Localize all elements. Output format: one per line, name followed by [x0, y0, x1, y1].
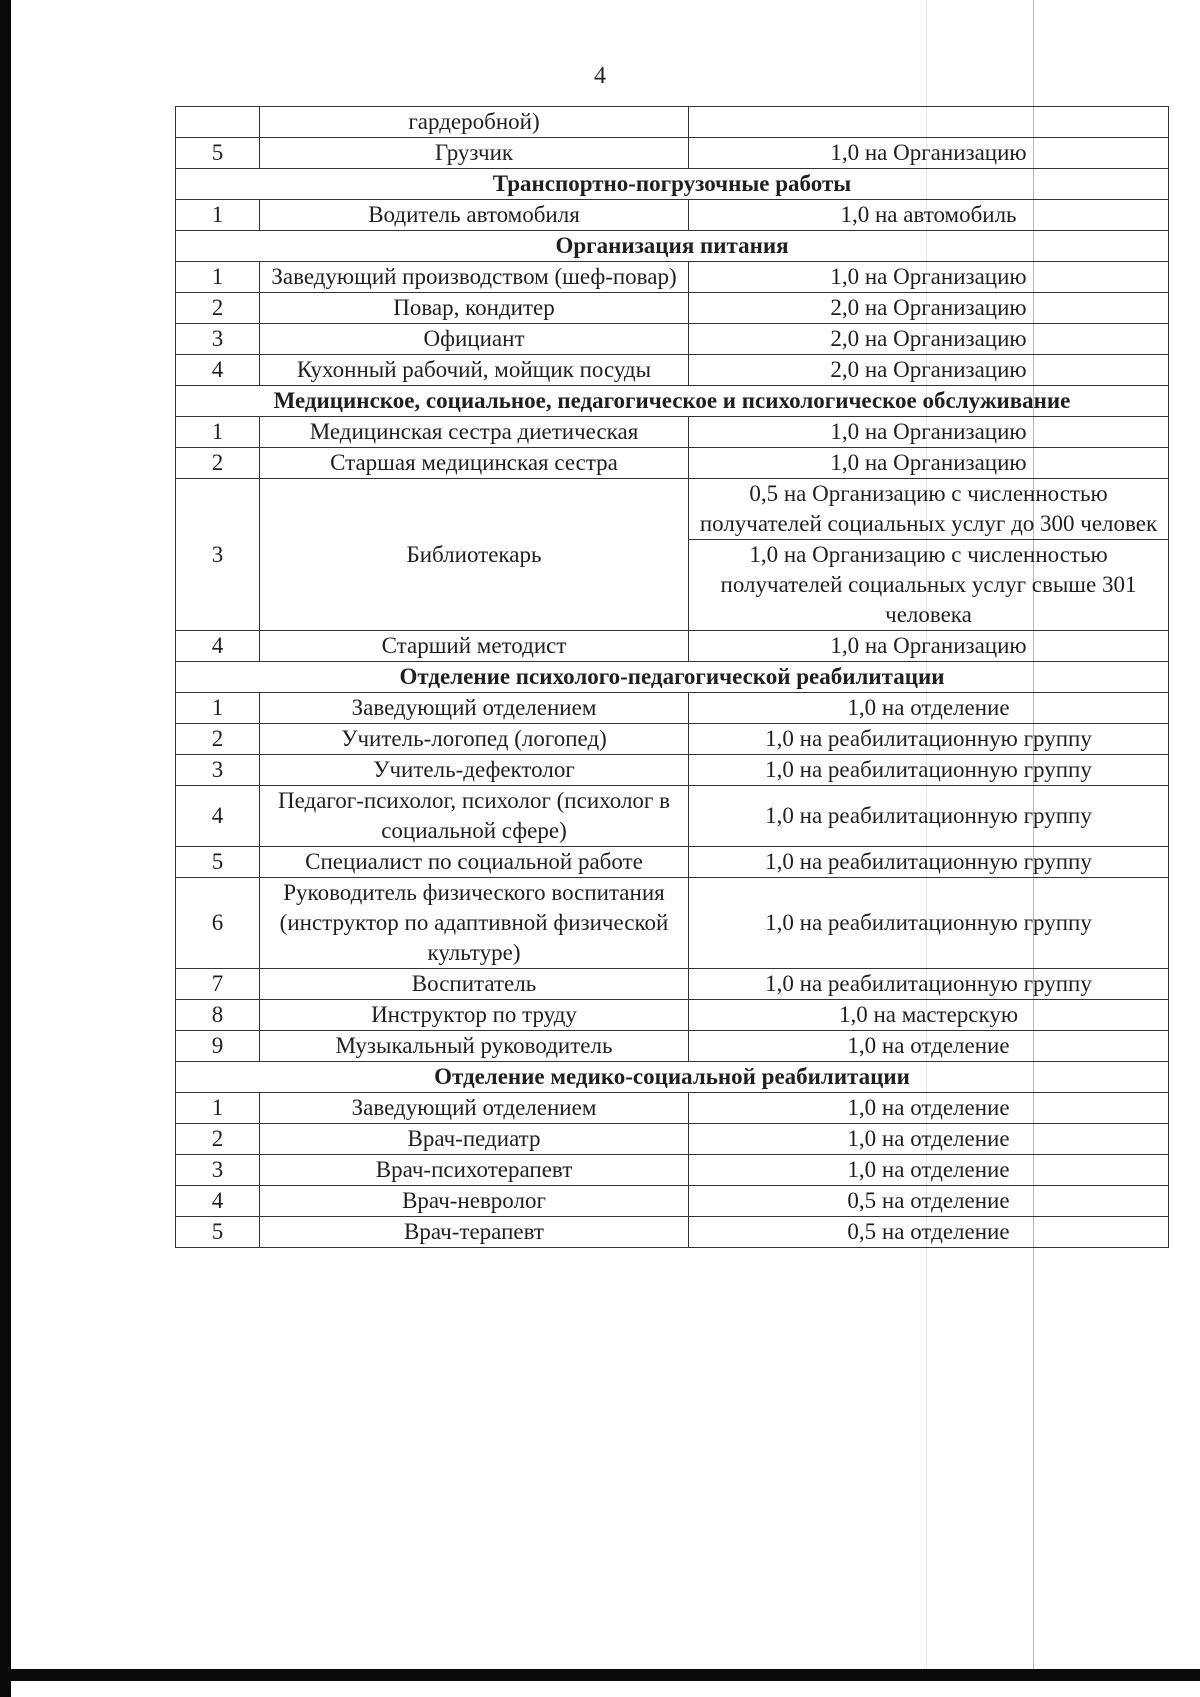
staff-norm: 0,5 на отделение: [689, 1217, 1169, 1248]
staff-norm: 1,0 на Организацию: [689, 631, 1169, 662]
row-number: 4: [176, 1186, 260, 1217]
section-header: [176, 169, 1169, 200]
position-name: Библиотекарь: [260, 479, 689, 631]
staff-norm: 0,5 на отделение: [689, 1186, 1169, 1217]
scan-edge-bottom: [0, 1669, 1200, 1681]
row-number: [176, 107, 260, 138]
row-number: 1: [176, 1093, 260, 1124]
staff-norm-split: [689, 479, 1169, 631]
row-number: 3: [176, 479, 260, 631]
position-name: Грузчик: [260, 138, 689, 169]
staff-norm: 1,0 на отделение: [689, 693, 1169, 724]
position-name: Кухонный рабочий, мойщик посуды: [260, 355, 689, 386]
staff-norm: 1,0 на отделение: [689, 1031, 1169, 1062]
section-title: Организация питания: [176, 231, 1169, 262]
section-header: [176, 662, 1169, 693]
position-name: Инструктор по труду: [260, 1000, 689, 1031]
table-row: [176, 847, 1169, 878]
row-number: 2: [176, 724, 260, 755]
staff-norm: 0,5 на Организацию с численностью получателей социальных услуг до 300 человек: [699, 481, 1158, 536]
position-name: Водитель автомобиля: [260, 200, 689, 231]
page-number: 4: [594, 63, 606, 89]
staff-norm: 1,0 на отделение: [689, 1155, 1169, 1186]
position-name: Старшая медицинская сестра: [260, 448, 689, 479]
row-number: 2: [176, 1124, 260, 1155]
table-row: [176, 138, 1169, 169]
table-row: [176, 1093, 1169, 1124]
table-row: [176, 355, 1169, 386]
row-number: 5: [176, 1217, 260, 1248]
table-row: [176, 755, 1169, 786]
row-number: 4: [176, 786, 260, 847]
staff-norm: 2,0 на Организацию: [689, 324, 1169, 355]
position-name: Учитель-дефектолог: [260, 755, 689, 786]
row-number: 3: [176, 755, 260, 786]
row-number: 2: [176, 293, 260, 324]
row-number: 5: [176, 138, 260, 169]
staff-norm: 1,0 на Организацию: [689, 448, 1169, 479]
table-row: [176, 1000, 1169, 1031]
position-name: Повар, кондитер: [260, 293, 689, 324]
table-row: [176, 878, 1169, 969]
row-number: 4: [176, 631, 260, 662]
staff-norm: [689, 107, 1169, 138]
position-name: Старший методист: [260, 631, 689, 662]
row-number: 1: [176, 262, 260, 293]
row-number: 4: [176, 355, 260, 386]
section-header: [176, 231, 1169, 262]
table-row: [176, 324, 1169, 355]
section-title: Транспортно-погрузочные работы: [176, 169, 1169, 200]
staff-norm: 1,0 на отделение: [689, 1093, 1169, 1124]
table-row: [176, 200, 1169, 231]
row-number: 3: [176, 1155, 260, 1186]
table-row: [176, 1031, 1169, 1062]
position-name: Заведующий производством (шеф-повар): [260, 262, 689, 293]
staffing-table: [175, 106, 1169, 1248]
section-title: Отделение психолого-педагогической реабилитации: [176, 662, 1169, 693]
table-row: [176, 262, 1169, 293]
staff-norm: 1,0 на реабилитационную группу: [689, 878, 1169, 969]
position-name: Врач-терапевт: [260, 1217, 689, 1248]
table-row: [176, 1217, 1169, 1248]
row-number: 1: [176, 417, 260, 448]
table-row: [176, 1155, 1169, 1186]
row-number: 9: [176, 1031, 260, 1062]
staff-norm: 1,0 на Организацию: [689, 138, 1169, 169]
row-number: 8: [176, 1000, 260, 1031]
table-row: [176, 448, 1169, 479]
staff-norm: 1,0 на мастерскую: [689, 1000, 1169, 1031]
table-row: [176, 417, 1169, 448]
position-name: Официант: [260, 324, 689, 355]
row-number: 1: [176, 200, 260, 231]
section-title: Медицинское, социальное, педагогическое и психологическое обслуживание: [176, 386, 1169, 417]
position-name: Музыкальный руководитель: [260, 1031, 689, 1062]
row-number: 5: [176, 847, 260, 878]
table-row: [176, 969, 1169, 1000]
row-number: 2: [176, 448, 260, 479]
table-row: [176, 631, 1169, 662]
staff-norm: 1,0 на реабилитационную группу: [689, 969, 1169, 1000]
staff-norm: 1,0 на отделение: [689, 1124, 1169, 1155]
staff-norm: 1,0 на автомобиль: [689, 200, 1169, 231]
row-number: 1: [176, 693, 260, 724]
staff-norm: 1,0 на реабилитационную группу: [689, 724, 1169, 755]
position-name: Заведующий отделением: [260, 693, 689, 724]
position-name: Врач-психотерапевт: [260, 1155, 689, 1186]
position-name: Учитель-логопед (логопед): [260, 724, 689, 755]
position-name: гардеробной): [260, 107, 689, 138]
row-number: 6: [176, 878, 260, 969]
staff-norm: 1,0 на Организацию: [689, 417, 1169, 448]
position-name: Медицинская сестра диетическая: [260, 417, 689, 448]
staff-norm: 1,0 на реабилитационную группу: [689, 755, 1169, 786]
section-header: [176, 1062, 1169, 1093]
position-name: Заведующий отделением: [260, 1093, 689, 1124]
row-number: 3: [176, 324, 260, 355]
table-row: [176, 107, 1169, 138]
table-row: [176, 693, 1169, 724]
staff-norm: 2,0 на Организацию: [689, 293, 1169, 324]
table-row: [176, 1124, 1169, 1155]
staff-norm: 2,0 на Организацию: [689, 355, 1169, 386]
position-name: Врач-невролог: [260, 1186, 689, 1217]
staff-norm: 1,0 на Организацию: [689, 262, 1169, 293]
row-number: 7: [176, 969, 260, 1000]
position-name: Воспитатель: [260, 969, 689, 1000]
table-row: [176, 1186, 1169, 1217]
table-row: [176, 479, 1169, 631]
table-row: [176, 786, 1169, 847]
table-row: [176, 293, 1169, 324]
section-title: Отделение медико-социальной реабилитации: [176, 1062, 1169, 1093]
position-name: Врач-педиатр: [260, 1124, 689, 1155]
position-name: Специалист по социальной работе: [260, 847, 689, 878]
scan-edge-left: [0, 0, 11, 1697]
staff-norm: 1,0 на реабилитационную группу: [689, 847, 1169, 878]
table-row: [176, 724, 1169, 755]
staff-norm: 1,0 на Организацию с численностью получателей социальных услуг свыше 301 человека: [689, 539, 1168, 630]
staff-norm: 1,0 на реабилитационную группу: [689, 786, 1169, 847]
position-name: Педагог-психолог, психолог (психолог в социальной сфере): [260, 786, 689, 847]
position-name: Руководитель физического воспитания (инструктор по адаптивной физической культуре): [260, 878, 689, 969]
section-header: [176, 386, 1169, 417]
